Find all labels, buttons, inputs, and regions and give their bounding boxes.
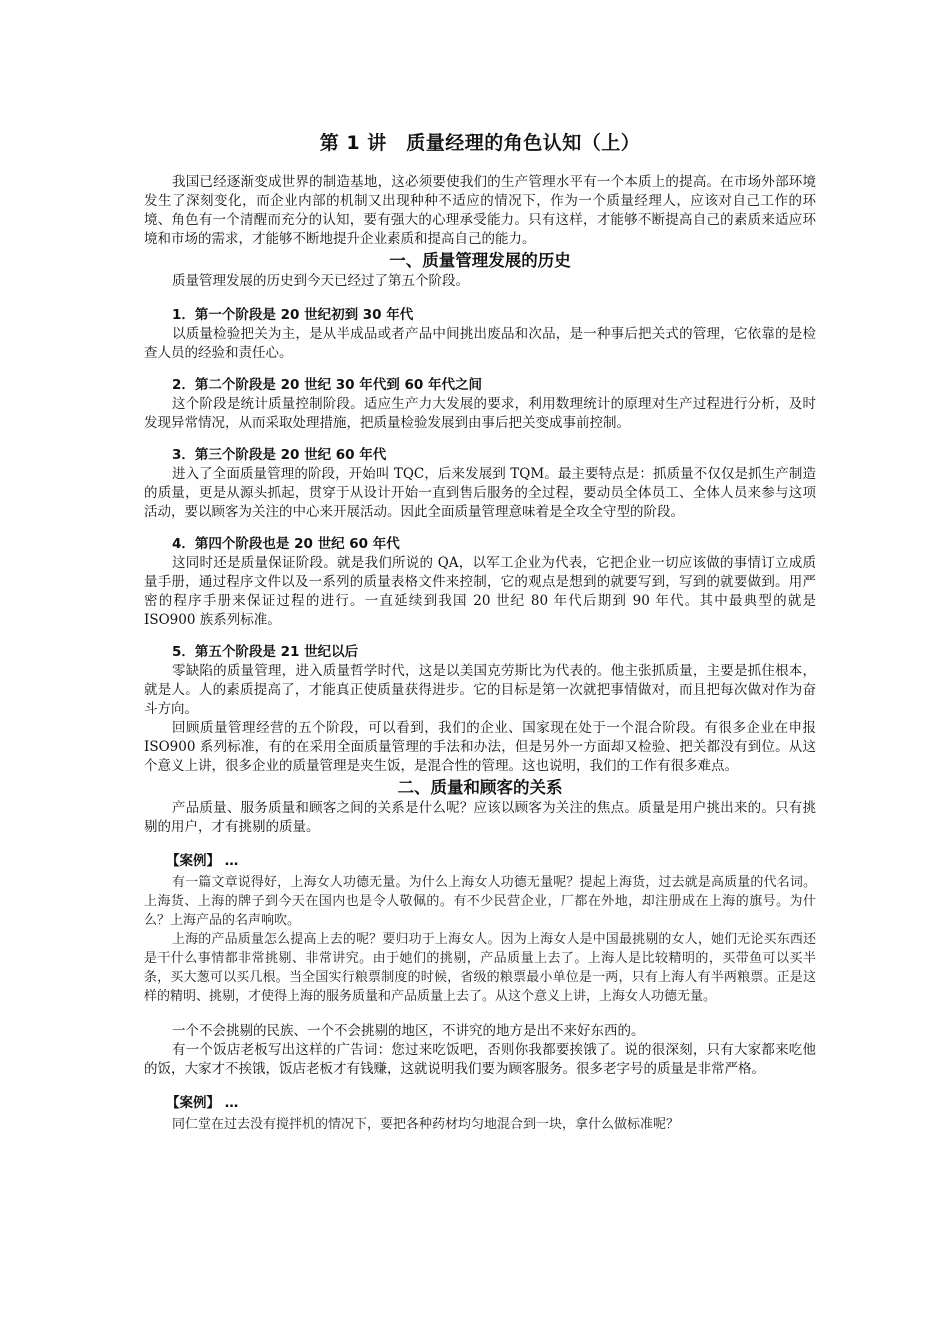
stage-3-heading: 3．第三个阶段是 20 世纪 60 年代 [172,447,387,463]
page-title: 第 1 讲 质量经理的角色认知（上） [319,132,641,154]
intro-paragraph: 我国已经逐渐变成世界的制造基地，这必须要使我们的生产管理水平有一个本质上的提高。在市场外部环境发生了深刻变化，而企业内部的机制又出现种种不适应的情况下，作为一个质量经理人，应该对自己工作的环境、角色有一个清醒而充分的认知，要有强大的心理承受能力。只有这样，才能够不断提高自己的素质来适应环境和市场的需求，才能够不断地提升企业素质和提高自己的能力。 [144,174,816,247]
section-lead-customer: 产品质量、服务质量和顾客之间的关系是什么呢？应该以顾客为关注的焦点。质量是用户挑出来的。只有挑剔的用户，才有挑剔的质量。 [144,800,816,835]
section-heading-customer: 二、质量和顾客的关系 [397,778,563,797]
stage-4-text: 这同时还是质量保证阶段。就是我们所说的 QA，以军工企业为代表，它把企业一切应该做的事情订立成质量手册，通过程序文件以及一系列的质量表格文件来控制，它的观点是想到的就要写到，写到的就要做到。用严密的程序手册来保证过程的进行。一直延续到我国 20 世纪 80 年代后期到 90 年代。其中最典型的就是 ISO900 族系列标准。 [144,555,816,628]
stage-3-text: 进入了全面质量管理的阶段，开始叫 TQC，后来发展到 TQM。最主要特点是：抓质量不仅仅是抓生产制造的质量，更是从源头抓起，贯穿于从设计开始一直到售后服务的全过程，要动员全体员工、全体人员来参与这项活动，要以顾客为关注的中心来开展活动。因此全面质量管理意味着是全攻全守型的阶段。 [144,466,816,520]
review-paragraph: 回顾质量管理经营的五个阶段，可以看到，我们的企业、国家现在处于一个混合阶段。有很多企业在申报 ISO900 系列标准，有的在采用全面质量管理的手法和办法，但是另外一方面却又检验、把关都没有到位。从这个意义上讲，很多企业的质量管理是夹生饭，是混合性的管理。这也说明，我们的工作有很多难点。 [144,720,816,774]
after-case-paragraph: 一个不会挑剔的民族、一个不会挑剔的地区，不讲究的地方是出不来好东西的。 [172,1023,645,1039]
document-page [144,120,816,1134]
stage-1-text: 以质量检验把关为主，是从半成品或者产品中间挑出废品和次品，是一种事后把关式的管理，它依靠的是检查人员的经验和责任心。 [144,326,816,361]
stage-5-text: 零缺陷的质量管理，进入质量哲学时代，这是以美国克劳斯比为代表的。他主张抓质量，主要是抓住根本，就是人。人的素质提高了，才能真正使质量获得进步。它的目标是第一次就把事情做对，而且把每次做对作为奋斗方向。 [144,663,816,717]
stage-1-heading: 1．第一个阶段是 20 世纪初到 30 年代 [172,307,414,323]
restaurant-paragraph: 有一个饭店老板写出这样的广告词：您过来吃饭吧，否则你我都要挨饿了。说的很深刻，只有大家都来吃他的饭，大家才不挨饿，饭店老板才有钱赚，这就说明我们要为顾客服务。很多老字号的质量是非常严格。 [144,1042,816,1077]
stage-2-heading: 2．第二个阶段是 20 世纪 30 年代到 60 年代之间 [172,377,482,393]
case-1-label: 【案例】 … [166,853,239,869]
case-1-paragraph-1: 有一篇文章说得好，上海女人功德无量。为什么上海女人功德无量呢？提起上海货，过去就是高质量的代名词。上海货、上海的牌子到今天在国内也是令人敬佩的。有不少民营企业，厂都在外地，却注册成在上海的旗号。为什么？上海产品的名声响吹。 [144,875,816,928]
stage-5-heading: 5．第五个阶段是 21 世纪以后 [172,644,359,660]
case-2-paragraph-1: 同仁堂在过去没有搅拌机的情况下，要把各种药材均匀地混合到一块，拿什么做标准呢？ [172,1117,680,1132]
section-lead: 质量管理发展的历史到今天已经过了第五个阶段。 [172,273,469,289]
section-heading-history: 一、质量管理发展的历史 [389,251,571,270]
stage-4-heading: 4．第四个阶段也是 20 世纪 60 年代 [172,536,400,552]
case-1-paragraph-2: 上海的产品质量怎么提高上去的呢？要归功于上海女人。因为上海女人是中国最挑剔的女人，她们无论买东西还是干什么事情都非常挑剔、非常讲究。由于她们的挑剔，产品质量上去了。上海人是比较精明的，买带鱼可以买半条，买大葱可以买几根。当全国实行粮票制度的时候，省级的粮票最小单位是一两，只有上海人有半两粮票。正是这样的精明、挑剔，才使得上海的服务质量和产品质量上去了。从这个意义上讲，上海女人功德无量。 [144,932,816,1004]
case-2-label: 【案例】 … [166,1095,239,1111]
stage-2-text: 这个阶段是统计质量控制阶段。适应生产力大发展的要求，利用数理统计的原理对生产过程进行分析，及时发现异常情况，从而采取处理措施，把质量检验发展到由事后把关变成事前控制。 [144,396,816,431]
